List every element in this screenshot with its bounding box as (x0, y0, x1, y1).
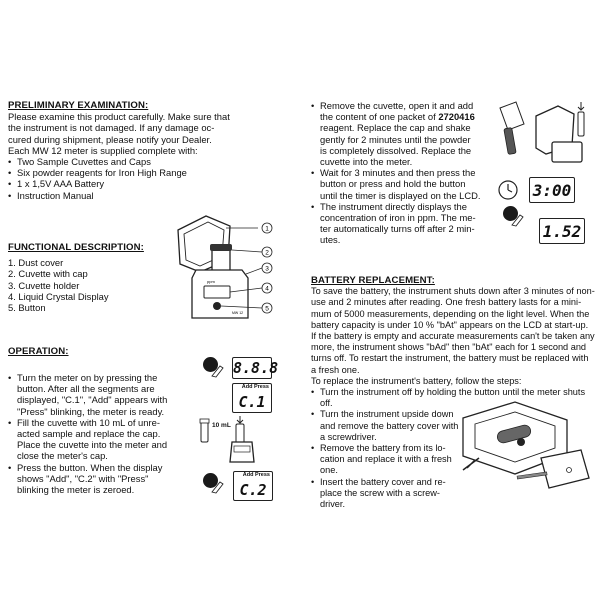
battery-heading: BATTERY REPLACEMENT: (311, 275, 435, 286)
callout-number: 1 (265, 225, 269, 233)
finger-icon (210, 478, 224, 494)
lcd-all-segments: 8.8.8 (233, 359, 279, 377)
callout-line (246, 268, 262, 274)
packet-code: 2720416 (438, 111, 475, 123)
preliminary-text (8, 111, 291, 156)
reagent-illustration (494, 98, 594, 168)
battery-line: turns off. To restart the instrument, the battery must be replaced with (311, 353, 589, 364)
battery-illustration (455, 398, 595, 498)
lcd-c1: Add Press C.1 (232, 383, 272, 413)
battery-line: mum of 5000 measurements, depending on the light level. When the (311, 308, 590, 319)
list-item: • Six powder reagents for Iron High Range (8, 167, 291, 178)
battery-line: a fresh one. (311, 364, 360, 375)
functional-section (8, 242, 178, 313)
list-item: • Insert the battery cover and re- place the screw with a screw- driver. (311, 477, 460, 511)
list-item: • Turn the meter on by pressing the button. After all the segments are displayed, "C.1", "Add" appears with "Press" blinking, the meter is ready. (8, 372, 191, 417)
list-item: • Fill the cuvette with 10 mL of unre- acted sample and replace the cap. Place the cuvette into the meter and close the meter's cap. (8, 417, 191, 462)
list-item: • Wait for 3 minutes and then press the button or press and hold the button until the timer is displayed on the LCD. (311, 167, 491, 201)
lcd-c2: Add Press C.2 (233, 471, 273, 501)
preliminary-section (8, 100, 291, 201)
list-item: • Turn the instrument off by holding the button until the meter shuts off. (311, 387, 599, 409)
finger-icon (510, 211, 524, 227)
callout-number: 3 (265, 265, 269, 273)
meter-lcd (204, 286, 230, 298)
clock-icon (496, 178, 520, 202)
battery-line: To replace the instrument's battery, follow the steps: (311, 375, 522, 386)
preliminary-line: the instrument is not damaged. If any damage oc- (8, 122, 215, 134)
battery-line: use and 2 minutes after reading. One fresh battery lasts for a mini- (311, 297, 582, 308)
preliminary-heading: PRELIMINARY EXAMINATION: (8, 100, 149, 111)
list-item: • Two Sample Cuvettes and Caps (8, 156, 291, 167)
operation-heading-wrap (8, 346, 69, 357)
meter-model-label: MW 12 (232, 311, 244, 315)
finger-icon (210, 362, 224, 378)
callout-number: 4 (265, 285, 269, 293)
list-item: 2. Cuvette with cap (8, 268, 88, 280)
battery-line: If the battery is empty and accurate measurements can't be taken any (311, 331, 595, 342)
operation-heading: OPERATION: (8, 346, 69, 357)
list-item: • Instruction Manual (8, 190, 291, 201)
list-item: • 1 x 1,5V AAA Battery (8, 178, 291, 189)
callout-number: 5 (265, 305, 269, 313)
lcd-timer: 3:00 (529, 177, 575, 203)
meter-ppm-label: ppm (207, 279, 215, 284)
lcd-result: 1.52 (539, 218, 585, 244)
volume-label: 10 mL (212, 422, 231, 429)
list-item: 1. Dust cover (8, 257, 64, 269)
list-item: 4. Liquid Crystal Display (8, 290, 109, 302)
battery-line: battery capacity is under 10 % "bAt" appears on the LCD at start-up. (311, 319, 589, 330)
operation-steps (8, 372, 191, 495)
preliminary-line: Each MW 12 meter is supplied complete with: (8, 144, 198, 156)
battery-line: more, the instrument shows "bAd" then "bAt" each for 1 second and (311, 342, 587, 353)
reagent-steps (311, 100, 491, 246)
preliminary-line: Please examine this product carefully. Make sure that (8, 111, 230, 123)
battery-text (311, 286, 599, 387)
meter-button (213, 302, 221, 310)
fill-cuvette-illustration (196, 414, 266, 464)
supplied-items-list (8, 156, 291, 201)
list-item: • Press the button. When the display shows "Add", "C.2" with "Press" blinking the meter is zeroed. (8, 462, 191, 496)
meter-illustration (170, 208, 290, 320)
callout-line (232, 250, 262, 252)
list-item: • Remove the battery from its lo- cation and replace it with a fresh one. (311, 443, 460, 477)
list-item: • Remove the cuvette, open it and add the content of one packet of 2720416 reagent. Replace the cap and shake gently for 2 minutes until the powder is completely dissolved. Replace the cuvette into the meter. (311, 100, 491, 167)
list-item: 3. Cuvette holder (8, 279, 80, 291)
list-item: 5. Button (8, 302, 46, 314)
callout-number: 2 (265, 249, 269, 257)
list-item: • The instrument directly displays the concentration of iron in ppm. The me- ter automatically turns off after 2 min- utes. (311, 201, 491, 246)
list-item: • Turn the instrument upside down and remove the battery cover with a screwdriver. (311, 409, 460, 443)
preliminary-line: cured during shipment, please notify your Dealer. (8, 133, 212, 145)
battery-line: To save the battery, the instrument shuts down after 3 minutes of non- (311, 286, 595, 297)
cuvette-cap (210, 244, 232, 251)
functional-heading: FUNCTIONAL DESCRIPTION: (8, 242, 144, 253)
